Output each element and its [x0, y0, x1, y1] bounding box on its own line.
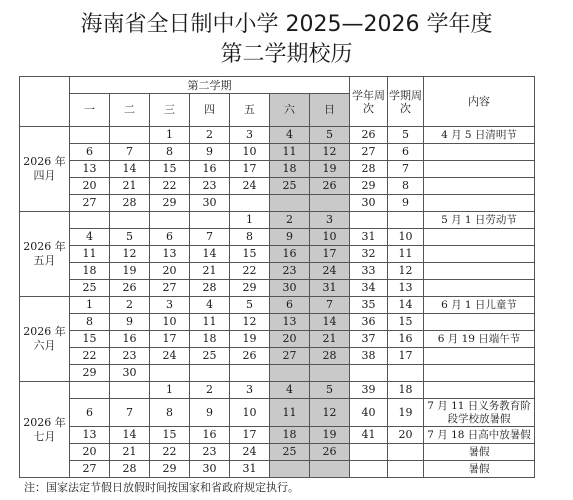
day-cell: 1	[150, 127, 190, 144]
school-year-week-cell	[350, 444, 388, 461]
day-cell: 14	[190, 246, 230, 263]
day-cell: 23	[190, 444, 230, 461]
content-cell	[424, 144, 535, 161]
day-cell: 9	[270, 229, 310, 246]
day-cell	[230, 195, 270, 212]
week-row	[20, 399, 535, 427]
content-cell	[424, 314, 535, 331]
semester-header: 第二学期	[70, 77, 350, 94]
week-row	[20, 246, 535, 263]
content-cell	[424, 382, 535, 399]
school-year-week-cell: 40	[350, 399, 388, 427]
day-cell: 11	[270, 144, 310, 161]
day-cell: 1	[70, 297, 110, 314]
day-cell	[190, 212, 230, 229]
day-cell	[310, 461, 350, 478]
term-week-cell: 12	[388, 263, 424, 280]
day-cell: 6	[70, 144, 110, 161]
term-week-cell	[388, 212, 424, 229]
weekday-header: 五	[230, 94, 270, 127]
school-year-week-cell: 30	[350, 195, 388, 212]
week-row	[20, 365, 535, 382]
day-cell: 31	[310, 280, 350, 297]
day-cell: 12	[310, 399, 350, 427]
day-cell	[70, 212, 110, 229]
day-cell	[190, 365, 230, 382]
school-year-week-cell: 41	[350, 427, 388, 444]
day-cell: 9	[190, 144, 230, 161]
month-label: 2026 年四月	[20, 127, 70, 212]
page-subtitle: 第二学期校历	[220, 42, 353, 67]
school-year-week-cell: 39	[350, 382, 388, 399]
day-cell: 15	[150, 161, 190, 178]
day-cell: 16	[190, 161, 230, 178]
day-cell: 3	[310, 212, 350, 229]
day-cell: 4	[270, 127, 310, 144]
week-row	[20, 297, 535, 314]
term-week-cell: 8	[388, 178, 424, 195]
day-cell: 25	[70, 280, 110, 297]
content-cell	[424, 280, 535, 297]
day-cell	[270, 365, 310, 382]
day-cell: 16	[190, 427, 230, 444]
week-row	[20, 444, 535, 461]
day-cell: 4	[190, 297, 230, 314]
day-cell: 29	[230, 280, 270, 297]
day-cell	[70, 382, 110, 399]
month-label: 2026 年六月	[20, 297, 70, 382]
content-cell: 6 月 1 日儿童节	[424, 297, 535, 314]
day-cell: 24	[230, 178, 270, 195]
day-cell: 2	[110, 297, 150, 314]
term-week-cell: 10	[388, 229, 424, 246]
day-cell: 25	[270, 178, 310, 195]
day-cell: 26	[310, 444, 350, 461]
week-row	[20, 161, 535, 178]
day-cell: 30	[270, 280, 310, 297]
content-cell	[424, 195, 535, 212]
day-cell: 12	[230, 314, 270, 331]
term-week-cell: 6	[388, 144, 424, 161]
content-cell: 4 月 5 日清明节	[424, 127, 535, 144]
school-year-week-cell: 36	[350, 314, 388, 331]
day-cell: 24	[230, 444, 270, 461]
content-cell: 暑假	[424, 461, 535, 478]
day-cell: 20	[150, 263, 190, 280]
content-cell: 6 月 19 日端午节	[424, 331, 535, 348]
month-label: 2026 年五月	[20, 212, 70, 297]
day-cell: 3	[230, 382, 270, 399]
term-week-cell: 19	[388, 399, 424, 427]
day-cell: 30	[190, 461, 230, 478]
day-cell: 19	[230, 331, 270, 348]
day-cell: 30	[190, 195, 230, 212]
day-cell: 22	[230, 263, 270, 280]
day-cell: 7	[310, 297, 350, 314]
day-cell: 22	[150, 178, 190, 195]
day-cell: 8	[150, 144, 190, 161]
week-row	[20, 427, 535, 444]
day-cell: 16	[270, 246, 310, 263]
weekday-header: 四	[190, 94, 230, 127]
weekday-header: 一	[70, 94, 110, 127]
day-cell: 27	[270, 348, 310, 365]
day-cell: 5	[110, 229, 150, 246]
day-cell: 23	[110, 348, 150, 365]
day-cell: 5	[230, 297, 270, 314]
day-cell: 7	[110, 144, 150, 161]
day-cell: 5	[310, 382, 350, 399]
day-cell: 26	[310, 178, 350, 195]
day-cell: 18	[270, 427, 310, 444]
day-cell: 2	[190, 127, 230, 144]
week-row	[20, 263, 535, 280]
content-cell: 7 月 11 日义务教育阶段学校放暑假	[424, 399, 535, 427]
day-cell: 14	[310, 314, 350, 331]
term-week-cell: 14	[388, 297, 424, 314]
week-row	[20, 461, 535, 478]
day-cell: 27	[70, 461, 110, 478]
content-cell	[424, 161, 535, 178]
day-cell: 21	[190, 263, 230, 280]
week-row	[20, 280, 535, 297]
weekday-header: 二	[110, 94, 150, 127]
day-cell	[150, 365, 190, 382]
day-cell	[270, 195, 310, 212]
day-cell: 21	[310, 331, 350, 348]
day-cell: 11	[190, 314, 230, 331]
day-cell: 15	[70, 331, 110, 348]
day-cell: 14	[110, 427, 150, 444]
header-row	[20, 77, 535, 94]
term-week-cell: 17	[388, 348, 424, 365]
term-week-header: 学期周次	[388, 77, 424, 127]
week-row	[20, 178, 535, 195]
day-cell: 3	[150, 297, 190, 314]
day-cell: 13	[150, 246, 190, 263]
day-cell: 2	[190, 382, 230, 399]
day-cell: 11	[270, 399, 310, 427]
day-cell: 6	[150, 229, 190, 246]
day-cell: 10	[150, 314, 190, 331]
day-cell: 29	[70, 365, 110, 382]
day-cell: 6	[70, 399, 110, 427]
day-cell: 9	[110, 314, 150, 331]
day-cell: 29	[150, 461, 190, 478]
week-row	[20, 127, 535, 144]
school-year-week-cell: 37	[350, 331, 388, 348]
day-cell: 19	[310, 161, 350, 178]
term-week-cell: 16	[388, 331, 424, 348]
school-year-week-cell	[350, 365, 388, 382]
content-cell	[424, 229, 535, 246]
school-year-week-header: 学年周次	[350, 77, 388, 127]
term-week-cell	[388, 461, 424, 478]
day-cell: 22	[150, 444, 190, 461]
school-year-week-cell: 34	[350, 280, 388, 297]
term-week-cell: 13	[388, 280, 424, 297]
day-cell	[110, 212, 150, 229]
day-cell	[270, 461, 310, 478]
day-cell: 7	[110, 399, 150, 427]
day-cell: 17	[230, 427, 270, 444]
week-row	[20, 331, 535, 348]
term-week-cell: 11	[388, 246, 424, 263]
day-cell: 31	[230, 461, 270, 478]
term-week-cell	[388, 444, 424, 461]
day-cell: 2	[270, 212, 310, 229]
school-calendar-table	[19, 76, 535, 478]
day-cell	[150, 212, 190, 229]
content-cell	[424, 178, 535, 195]
school-year-week-cell: 26	[350, 127, 388, 144]
day-cell	[70, 127, 110, 144]
day-cell: 24	[150, 348, 190, 365]
day-cell: 19	[110, 263, 150, 280]
day-cell	[310, 195, 350, 212]
day-cell: 20	[70, 444, 110, 461]
content-cell: 5 月 1 日劳动节	[424, 212, 535, 229]
content-cell: 7 月 18 日高中放暑假	[424, 427, 535, 444]
week-row	[20, 314, 535, 331]
day-cell: 11	[70, 246, 110, 263]
day-cell: 4	[70, 229, 110, 246]
day-cell	[310, 365, 350, 382]
day-cell: 17	[150, 331, 190, 348]
school-year-week-cell	[350, 212, 388, 229]
day-cell: 27	[70, 195, 110, 212]
term-week-cell	[388, 365, 424, 382]
day-cell: 23	[270, 263, 310, 280]
week-row	[20, 195, 535, 212]
day-cell: 9	[190, 399, 230, 427]
day-cell: 12	[310, 144, 350, 161]
month-label: 2026 年七月	[20, 382, 70, 478]
term-week-cell: 15	[388, 314, 424, 331]
corner-cell	[20, 77, 70, 127]
school-year-week-cell: 33	[350, 263, 388, 280]
day-cell: 12	[110, 246, 150, 263]
day-cell: 4	[270, 382, 310, 399]
day-cell: 13	[70, 427, 110, 444]
day-cell: 8	[150, 399, 190, 427]
day-cell: 28	[110, 461, 150, 478]
day-cell: 25	[270, 444, 310, 461]
day-cell: 7	[190, 229, 230, 246]
weekday-header: 六	[270, 94, 310, 127]
day-cell: 13	[270, 314, 310, 331]
day-cell: 30	[110, 365, 150, 382]
day-cell: 21	[110, 444, 150, 461]
day-cell: 15	[150, 427, 190, 444]
day-cell: 20	[270, 331, 310, 348]
week-row	[20, 144, 535, 161]
day-cell: 18	[270, 161, 310, 178]
day-cell	[230, 365, 270, 382]
content-cell: 暑假	[424, 444, 535, 461]
day-cell: 1	[230, 212, 270, 229]
day-cell: 10	[230, 399, 270, 427]
day-cell: 3	[230, 127, 270, 144]
school-year-week-cell: 28	[350, 161, 388, 178]
week-row	[20, 348, 535, 365]
page-title: 海南省全日制中小学 2025—2026 学年度	[80, 12, 493, 37]
term-week-cell: 7	[388, 161, 424, 178]
day-cell: 10	[310, 229, 350, 246]
day-cell	[110, 382, 150, 399]
day-cell: 28	[190, 280, 230, 297]
day-cell: 29	[150, 195, 190, 212]
day-cell: 18	[70, 263, 110, 280]
school-year-week-cell	[350, 461, 388, 478]
term-week-cell: 18	[388, 382, 424, 399]
day-cell: 16	[110, 331, 150, 348]
day-cell: 6	[270, 297, 310, 314]
day-cell: 14	[110, 161, 150, 178]
day-cell: 10	[230, 144, 270, 161]
term-week-cell: 20	[388, 427, 424, 444]
day-cell: 26	[110, 280, 150, 297]
day-cell: 18	[190, 331, 230, 348]
day-cell: 22	[70, 348, 110, 365]
day-cell: 5	[310, 127, 350, 144]
day-cell: 24	[310, 263, 350, 280]
day-cell: 8	[230, 229, 270, 246]
day-cell: 17	[310, 246, 350, 263]
week-row	[20, 382, 535, 399]
weekday-header: 三	[150, 94, 190, 127]
content-cell	[424, 365, 535, 382]
content-cell	[424, 246, 535, 263]
term-week-cell: 5	[388, 127, 424, 144]
day-cell: 1	[150, 382, 190, 399]
content-header: 内容	[424, 77, 535, 127]
week-row	[20, 212, 535, 229]
day-cell	[110, 127, 150, 144]
school-year-week-cell: 38	[350, 348, 388, 365]
day-cell: 17	[230, 161, 270, 178]
weekday-header: 日	[310, 94, 350, 127]
day-cell: 21	[110, 178, 150, 195]
content-cell	[424, 348, 535, 365]
school-year-week-cell: 29	[350, 178, 388, 195]
school-year-week-cell: 27	[350, 144, 388, 161]
school-year-week-cell: 35	[350, 297, 388, 314]
footnote: 注：国家法定节假日放假时间按国家和省政府规定执行。	[24, 481, 299, 494]
day-cell: 28	[310, 348, 350, 365]
term-week-cell: 9	[388, 195, 424, 212]
day-cell: 26	[230, 348, 270, 365]
day-cell: 23	[190, 178, 230, 195]
day-cell: 28	[110, 195, 150, 212]
day-cell: 15	[230, 246, 270, 263]
day-cell: 20	[70, 178, 110, 195]
school-year-week-cell: 31	[350, 229, 388, 246]
day-cell: 19	[310, 427, 350, 444]
day-cell: 25	[190, 348, 230, 365]
day-cell: 8	[70, 314, 110, 331]
week-row	[20, 229, 535, 246]
day-cell: 13	[70, 161, 110, 178]
content-cell	[424, 263, 535, 280]
school-year-week-cell: 32	[350, 246, 388, 263]
day-cell: 27	[150, 280, 190, 297]
